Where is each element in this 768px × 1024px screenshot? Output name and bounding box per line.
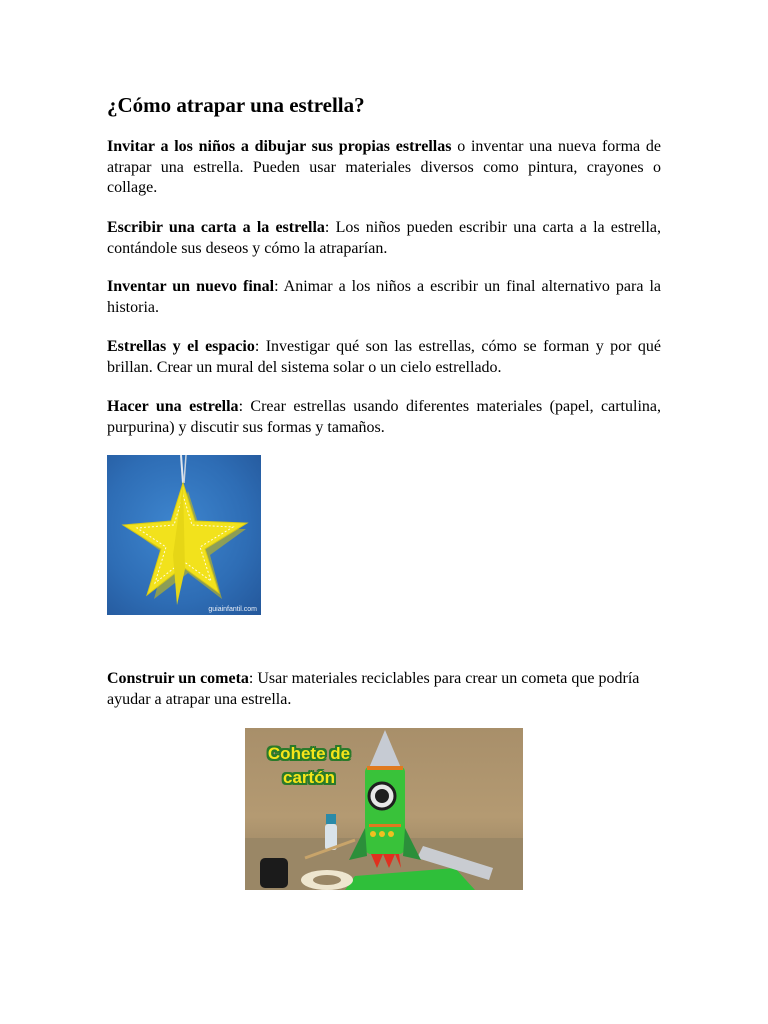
rocket-caption-line1: Cohete de [267,744,351,763]
paragraph-heading: Construir un cometa [107,670,249,687]
page-title: ¿Cómo atrapar una estrella? [107,93,365,117]
paragraph-estrellas-espacio [107,337,661,378]
black-scissors [260,858,288,888]
rocket-dot [370,831,376,837]
hanging-string [181,455,183,483]
paragraph-carta-estrella [107,218,661,259]
paragraph-hacer-estrella [107,397,661,438]
glue-cap [326,814,336,824]
rocket-nose [369,730,401,768]
paragraph-text: : Animar a los niños a escribir un final alternativo para la historia. [107,278,661,316]
paragraph-heading: Hacer una estrella [107,398,239,415]
paragraph-text: o inventar una nueva forma de atrapar una estrella. Pueden usar materiales diversos como pintura, crayones o collage. [107,138,662,196]
rocket-caption [259,742,359,790]
paper-star-image [107,455,261,615]
rocket-caption-line2: cartón [283,768,335,787]
rocket-dot [379,831,385,837]
paragraph-heading: Escribir una carta a la estrella [107,219,325,236]
paragraph-text: : Investigar qué son las estrellas, cómo se forman y por qué brillan. Crear un mural del sistema solar o un cielo estrellado. [107,338,662,376]
cardboard-rocket-image [245,728,523,890]
paper-star-illustration [107,455,261,615]
paragraph-dibujar-estrellas [107,137,661,199]
paragraph-text: : Usar materiales reciclables para crear un cometa que podría ayudar a atrapar una estrella. [107,670,640,708]
rocket-window-inner [375,789,389,803]
paragraph-heading: Estrellas y el espacio [107,338,255,355]
paragraph-heading: Inventar un nuevo final [107,278,275,295]
paragraph-text: : Crear estrellas usando diferentes materiales (papel, cartulina, purpurina) y discutir sus formas y tamaños. [107,398,661,436]
rocket-band [367,766,403,770]
rocket-dot [388,831,394,837]
paragraph-heading: Invitar a los niños a dibujar sus propias estrellas [107,138,452,155]
tape-roll-hole [313,875,341,885]
rocket-stripe [369,824,401,827]
hanging-string-2 [184,455,186,483]
image-watermark: guiainfantil.com [208,606,257,613]
paragraph-text: : Los niños pueden escribir una carta a la estrella, contándole sus deseos y cómo la atraparían. [107,219,661,257]
paragraph-construir-cometa [107,669,661,710]
paragraph-nuevo-final [107,277,661,318]
